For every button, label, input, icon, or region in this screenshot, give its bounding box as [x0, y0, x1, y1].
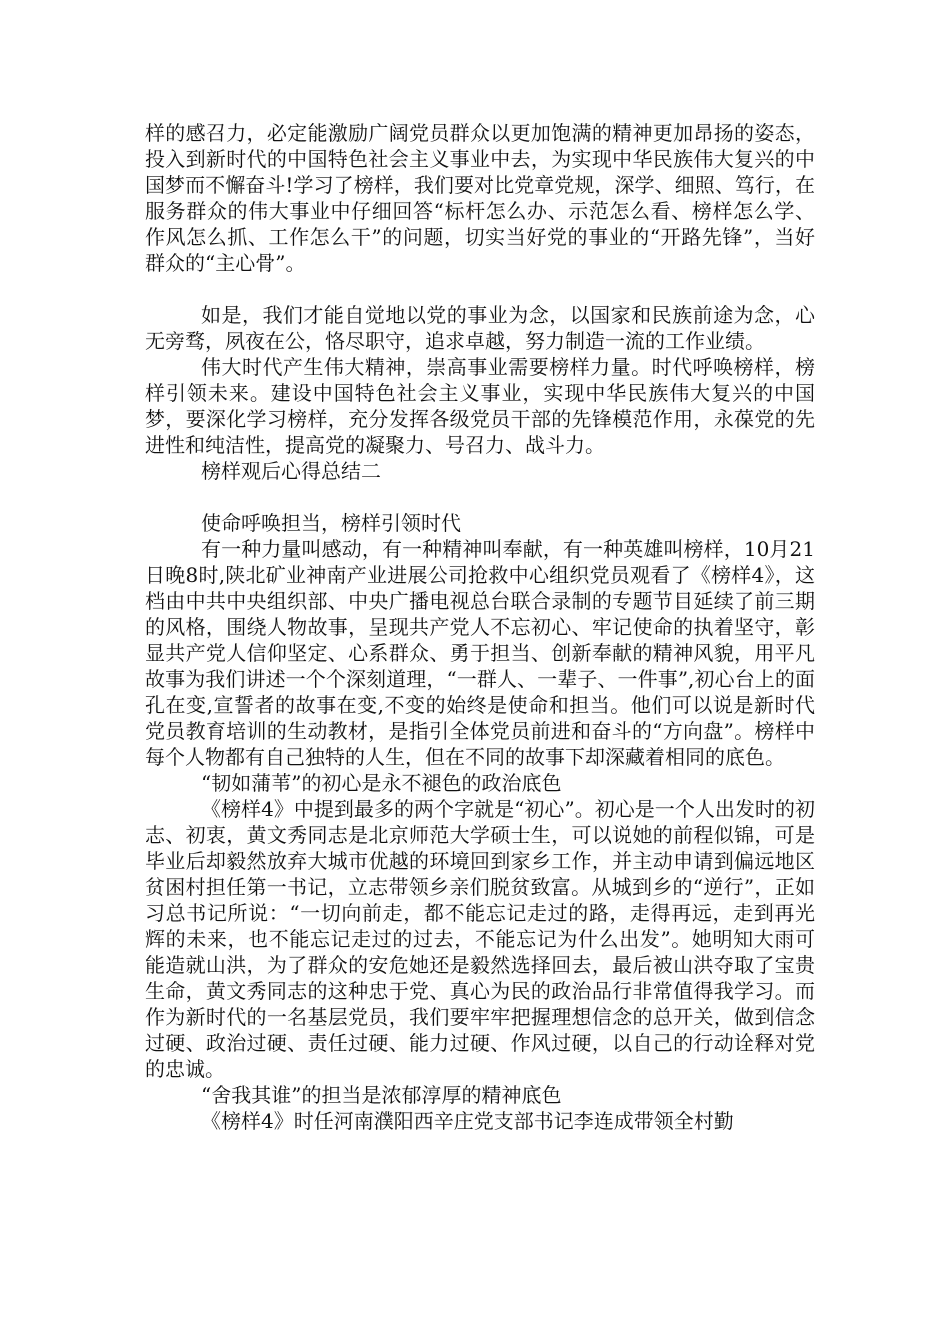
- paragraph-8: 《榜样4》中提到最多的两个字就是“初心”。初心是一个人出发时的初志、初衷，黄文秀同志是北京师范大学硕士生，可以说她的前程似锦，可是毕业后却毅然放弃大城市优越的环境回到家乡工作，并主动申请到偏远地区贫困村担任第一书记，立志带领乡亲们脱贫致富。从城到乡的“逆行”，正如习总书记所说：“一切向前走，都不能忘记走过的路，走得再远，走到再光辉的未来，也不能忘记走过的过去，不能忘记为什么出发”。她明知大雨可能造就山洪，为了群众的安危她还是毅然选择回去，最后被山洪夺取了宝贵生命，黄文秀同志的这种忠于党、真心为民的政治品行非常值得我学习。而作为新时代的一名基层党员，我们要牢牢把握理想信念的总开关，做到信念过硬、政治过硬、责任过硬、能力过硬、作风过硬，以自己的行动诠释对党的忠诚。: [145, 797, 815, 1081]
- subheading-1: “韧如蒲苇”的初心是永不褪色的政治底色: [201, 771, 562, 795]
- paragraph-3: 伟大时代产生伟大精神，崇高事业需要榜样力量。时代呼唤榜样，榜样引领未来。建设中国特色社会主义事业，实现中华民族伟大复兴的中国梦，要深化学习榜样，充分发挥各级党员干部的先锋模范作用，永葆党的先进性和纯洁性，提高党的凝聚力、号召力、战斗力。: [145, 355, 815, 457]
- paragraph-2: 如是，我们才能自觉地以党的事业为念，以国家和民族前途为念，心无旁骛，夙夜在公，恪尽职守，追求卓越，努力制造一流的工作业绩。: [145, 303, 815, 353]
- paragraph-1: 样的感召力，必定能激励广阔党员群众以更加饱满的精神更加昂扬的姿态，投入到新时代的中国特色社会主义事业中去，为实现中华民族伟大复兴的中国梦而不懈奋斗!学习了榜样，我们要对比党章党规，深学、细照、笃行，在服务群众的伟大事业中仔细回答“标杆怎么办、示范怎么看、榜样怎么学、作风怎么抓、工作怎么干”的问题，切实当好党的事业的“开路先锋”，当好群众的“主心骨”。: [145, 121, 815, 275]
- section-title: 榜样观后心得总结二: [201, 459, 381, 483]
- paragraph-10: 《榜样4》时任河南濮阳西辛庄党支部书记李连成带领全村勤: [201, 1109, 734, 1133]
- document-body: [145, 120, 815, 1134]
- subheading-2: “舍我其谁”的担当是浓郁淳厚的精神底色: [201, 1083, 562, 1107]
- paragraph-6: 有一种力量叫感动，有一种精神叫奉献，有一种英雄叫榜样，10月21日晚8时,陕北矿业神南产业进展公司抢救中心组织党员观看了《榜样4》，这档由中共中央组织部、中央广播电视总台联合录制的专题节目延续了前三期的风格，围绕人物故事，呈现共产党人不忘初心、牢记使命的执着坚守，彰显共产党人信仰坚定、心系群众、勇于担当、创新奉献的精神风貌，用平凡故事为我们讲述一个个深刻道理，“一群人、一辈子、一件事”,初心台上的面孔在变,宣誓者的故事在变,不变的始终是使命和担当。他们可以说是新时代党员教育培训的生动教材，是指引全体党员前进和奋斗的“方向盘”。榜样中每个人物都有自己独特的人生，但在不同的故事下却深藏着相同的底色。: [145, 537, 815, 769]
- article-title: 使命呼唤担当，榜样引领时代: [201, 511, 461, 535]
